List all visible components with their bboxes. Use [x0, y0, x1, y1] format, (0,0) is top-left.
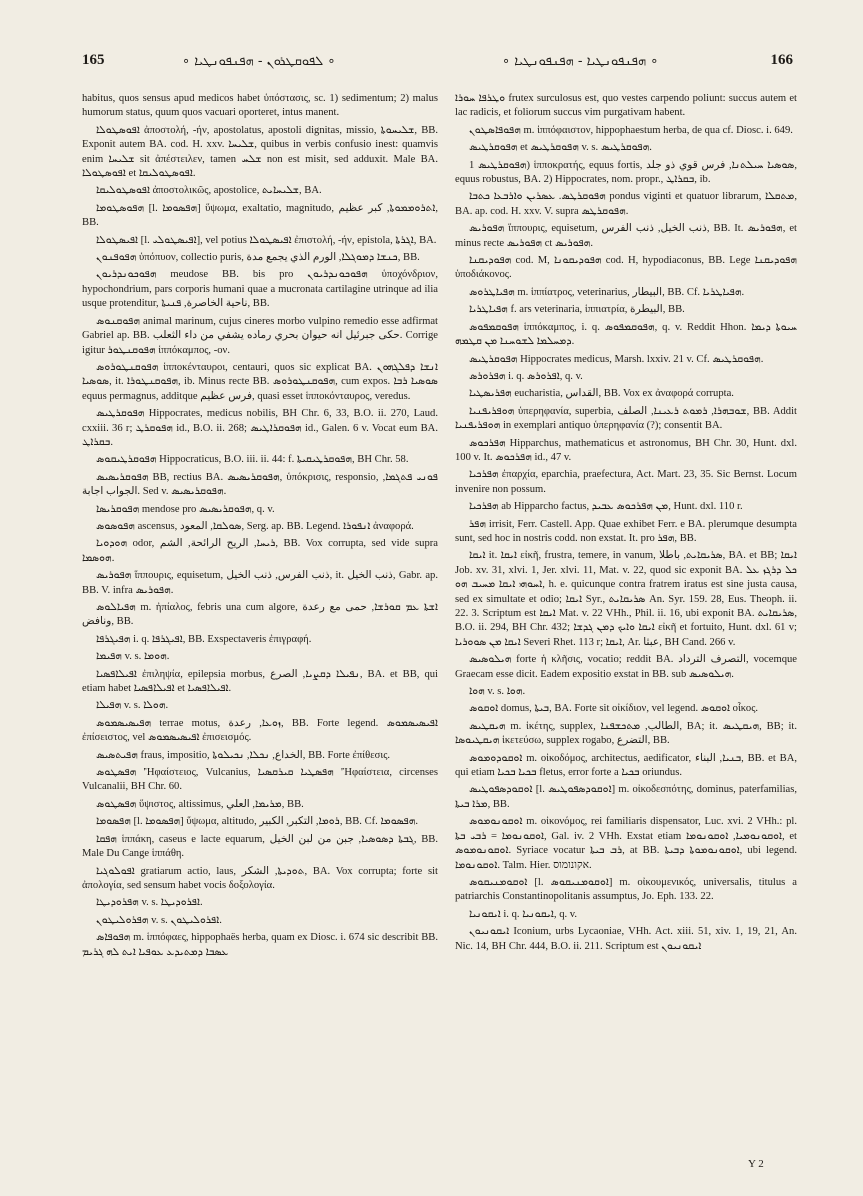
signature-mark: Y 2 [748, 1158, 764, 1170]
dictionary-entry: ܐܦܘܣܛܘܠܝܩܐ ἀποστολικῶς, apostolice, ܫܠܝܚܐܝܬ, BA. [96, 185, 322, 197]
dictionary-entry: ܗܦܝܐܠܘܣ m. ἠπίαλος, febris una cum algore, ܐܫܬܐ ܥܡ ܩܘܪܫܐ, حمى مع رعدة ونافض, BB. [82, 602, 438, 628]
dictionary-entry: ܗܦܝܐܛܪܘܣ m. ἱππίατρος, veterinarius, البيطار, BB. Cf. ܗܦܝܐܛܪܝܐ. [469, 286, 745, 298]
dictionary-entry: ܗܘܦܪܝܦܢܝܐ ὑπερηφανία, superbia, ܫܘܒܗܪܐ, ܪܡܘܬ ܪܥܝܢܐ, الصلف, BB. Addit ܗܘܦܪܝܦܢܝܐ in exemplari antiquo ὑπερηφανία (?); consentit BA. [455, 405, 797, 432]
left-page-number: 165 [82, 52, 105, 68]
dictionary-entry: ܗܦܪܟܝܐ ab Hipparcho factus, ܡܢ ܗܦܪܟܘܣ ܥܒܝܕ, Hunt. dxl. 110 r. [469, 501, 743, 513]
dictionary-entry: ܐܘܩܘܡܢܝܩܘܣ [l. ܐܘܩܘܡܢܝܩܘܣ] m. οἰκουμενικός, universalis, titulus a patriarchis Constantinopolitanis assumptus, Jo. Eph. 133. 22. [455, 876, 797, 903]
dictionary-entry: ܗܦܘܦܐܣ m. ἱππόφαες, hippophaës herba, quam ex Diosc. i. 674 sic describit BB. ܥܣܒܐ ܕܡܬܝܕܥ ܥܘܦܝܐ ܐܝܬ ܠܗ ܓܪܝܡ [82, 932, 438, 958]
dictionary-entry: ܐܝܩܐ it. ܐܝܩܐ εἰκῆ, frustra, temere, in vanum, ܣܪܝܩܐܝܬ, باطلا, BA. et BB; ܐܝܩܐ Job. xv. 31, xlvi. 1, Jer. xlvi. 11, Mat. v. 22, quod sic exponit BA. ܟܠ ܕܪܓܙ ܥܠ ܐܚܘܗܝ ܐܝܩܐ ܡܚܝܒ ܗܘ, h. e. quicunque contra fratrem iratus est sine justa causa, sed ex simultate et odio; ܐܝܩܐ Syr., ܣܪܝܩܐܝܬ An. Syr. 159. 28, Eus. Theoph. ii. 22. 3. Scriptum est ܐܝܩܐ Mat. v. 22 VHh., Phil. ii. 16, ubi exponit BA. ܣܪܝܩܐܝܬ, B.O. ii. 294, BH Chr. 432; ܐܝܩܐ ܘܐܝܟ ܕܡܢ ܓܕܫܐ εἰκῆ et fortuito, Hunt. dxl. 61 v; ܐܝܩܐ ܡܢ ܣܘܘܪܝܐ Severi Rhet. 113 r; ܐܝܩܐ, Ar. عبثا, BH Cand. 266 v. [455, 550, 797, 648]
dictionary-entry: ܗܦܘܦܢܘܢ ὑπόπυον, collectio puris, ܟܢܫܐ ܕܡܘܓܠܐ, الورم الذي يجمع مدة, BB. [96, 252, 420, 264]
dictionary-entry: ܗܦܘܩܪܛܝܣ Hippocrates medicus, Marsh. lxxiv. 21 v. Cf. ܗܦܘܩܪܛܝܣ. [469, 353, 764, 365]
dictionary-entry: ܗܘܐ v. s. ܗܘܐ. [469, 686, 526, 698]
dictionary-entry: ܗܦܘܩܪܛܝܣ et ܗܦܘܩܪܛܝܣ v. s. ܗܦܘܩܪܛܝܣ. [469, 142, 652, 154]
dictionary-entry: ܗܦܝܐܛܪܝܐ f. ars veterinaria, ἱππιατρία, البيطرة, BB. [469, 304, 685, 316]
dictionary-entry: ܗܘܕܘܝܐ odor, ܪܝܚܐ, الريح الرائحة, الشم, BB. Vox corrupta, sed vide supra ܗܘܣܡܐ. [82, 538, 438, 564]
dictionary-entry: ܗܦܘܪܝܣ ἵππουρις, equisetum, ذنب الخيل, ذنب الفرس, BB. It. ܗܦܘܪܝܣ, et minus recte ܗܦܘܪܝܣ ct ܗܦܘܪܝܣ. [455, 223, 797, 249]
dictionary-entry: ܗܦܣܛܘܣ ὕψιστος, altissimus, ܡܪܝܡܐ, العلي, BB. [96, 798, 304, 810]
dictionary-entry: ܘܛܪܦܐ ܚܘܪܐ frutex surculosus est, quo vestes carpendo poliunt: succus autem et lac radicis, et foliorum succus vim purgativam habent. [455, 93, 797, 119]
dictionary-entry: ܗܦܝܣܝܣܡܘܣ terrae motus, ܙܘܥܐ, رعدة, BB. Forte legend. ܐܦܝܣܝܣܡܘܣ ἐπίσειστος, vel ܐܦܝܣܝܣܡܘܣ ἐπισεισμός. [82, 717, 438, 744]
dictionary-entry: ܗܦܘܩܢܘܣ animal marinum, cujus cineres morbo vulpino remedio esse adfirmat Gabriel ap. BB. حكى جبرئيل انه حيوان بحري رماده يشفي من داء الثعلب. Corrige igitur ܗܦܘܩܢܛܘܪ ἱππόκαμπος, -ον. [82, 315, 438, 356]
dictionary-entry: ܗܦܝܓܪܦܐ i. q. ܐܦܝܓܪܦܐ, BB. Exspectaveris ἐπιγραφή. [96, 633, 312, 645]
dictionary-entry: ܐܘܩܘܕܘܡܘܣ m. οἰκοδόμος, architectus, aedificator, ܒܢܝܐ, البناء, BB. et BA, qui etiam ܒܟܝܐ ܒܟܝܐ fletus, error forte a ܒܟܝܐ oriundus. [455, 752, 797, 779]
dictionary-entry: ܗܦܘܦܐܣܛܘܢ m. ἱππόφαιστον, hippophaestum herba, de qua cf. Diosc. i. 649. [469, 124, 793, 136]
dictionary-entry: ܗܦܘܟܘܢܕܪܝܘܢ meudose BB. bis pro ܗܦܘܟܘܢܕܪܝܘܢ ὑποχόνδριον, hypochondrium, pars corporis humani quae a mucronata cartilagine utrinque ad ilia usque protenditur, ناحية الخاصرة, ܦܢܝܬܐ, BB. [82, 269, 438, 310]
dictionary-entry: ܗܦܪܝܣܛܝܐ eucharistia, القداس, BB. Vox ex ἀναφορά corrupta. [469, 388, 734, 400]
dictionary-entry: ܗܦܘܩܪܛܣ. ܥܣܪܝܢ ܘܐܪܒܥܐ ܟܬܒܐ pondus viginti et quatuor librarum, ܡܬܩܠܐ, BA. ap. cod. H. xxv. V. supra ܗܦܘܩܪܛܣ. [455, 191, 797, 217]
dictionary-entry: ܗܦܝܡܐ v. s. ܗܘܡܐ. [96, 651, 170, 663]
dictionary-entry: ܗܦܪ irrisit, Ferr. Castell. App. Quae exhibet Ferr. e BA. plerumque desumpta sunt, sed hoc in nostris codd. non exstat. It. pro ܗܦܪ, BB. [455, 518, 797, 544]
dictionary-entry: ܗܦܘܕܝܩܢܐ cod. M, ܗܦܘܕܝܩܘܢܐ cod. H, hypodiaconus, BB. Lege ܗܦܘܕܝܩܢܐ ὑποδιάκονος. [455, 255, 797, 281]
dictionary-entry: ܗܦܪܟܘܣ Hipparchus, mathematicus et astronomus, BH Chr. 30, Hunt. dxl. 100 v. It. ܗܦܪܟܘܣ id., 47 v. [455, 437, 797, 463]
left-column [82, 92, 438, 1092]
right-running-head: ∘ ܗܦܢܦܘܢܛܝܐ - ܗܦܢܦܘܢܛܝܐ ∘ [502, 54, 659, 69]
page-header [82, 52, 793, 76]
right-page-number: 166 [770, 52, 793, 68]
dictionary-entry: ܐܦܘܣܛܘܠܐ ἀποστολή, -ήν, apostolatus, apostoli dignitas, missio, ܫܠܝܚܘܬܐ, BB. Exponit autem BA. cod. H. xxv. ܫܠܝܚܐ, quibus in verbis confusio inest: quamvis enim ܫܠܝܚܐ sit ἀπέστειλεν, tamen ܫܠܚ non est misit, sed adduxit. Male BA. ܐܦܘܣܛܘܠܐ et ܐܦܘܣܛܘܠܝܩܐ. [82, 124, 438, 180]
dictionary-entry: ܐܘܩܘܢܘܡܘܣ m. οἰκονόμος, rei familiaris dispensator, Luc. xvi. 2 VHh.: pl. ܐܘܩܘܢܘܡܐ = ܪܒܝ ܒܬܐ, Gal. iv. 2 VHh. Exstat etiam ܐܘܩܘܢܘܡܝܐ, ܐܘܩܘܢܘܡܐ, et ܐܘܩܘܢܘܡܘܣ. Syriace vocatur ܪܒ ܒܝܬܐ, at BB. ܐܘܩܘܢܘܡܘܬܐ ܕܒܝܬܐ, ubi legend. ܐܘܩܘܢܘܡܐ. Talm. Hier. אקונומוס. [455, 816, 797, 871]
right-column [455, 92, 797, 1152]
dictionary-entry: ܗܦܘܩܪܝܣܐ mendose pro ܗܦܘܩܪܝܣܝܣ, q. v. [96, 503, 275, 515]
dictionary-entry: ܗܝܩܛܝܣ m. ἱκέτης, supplex, الطالب, ܡܬܟܫܦܢܐ, BA; it. ܗܝܩܛܝܣ, BB; it. ܗܝܩܛܝܘܣܐ ἱκετεύσω, supplex rogabo, التضرع, BB. [455, 720, 797, 747]
dictionary-entry: ܗܦܘܪܝܣ ἵππουρις, equisetum, ذنب الفرس, ذنب الخيل, it. ذنب الخيل, Gabr. ap. BB. V. infra ܗܦܘܪܝܣ. [82, 570, 438, 596]
dictionary-entry: ܐܦܘܠܘܓܝܐ gratiarum actio, laus, ܬܘܕܝܬܐ, الشكر, BA. Vox corrupta; forte sit ἀπολογία, sed sensum habet vocis δοξολογία. [82, 865, 438, 891]
dictionary-entry: ܗܦܣܘܡܐ [l. ܗܦܣܘܡܐ] ὕψωμα, altitudo, ܪܘܡܐ, التكبر, الكبير, BB. Cf. ܗܦܣܘܡܐ. [96, 816, 418, 828]
dictionary-entry: ܗܝܠܘܣܝܣ forte ἡ κλῆσις, vocatio; reddit BA. التصرف الترداد, vocemque Graecam esse dicit. Eadem expositio exstat in BB. sub ܗܝܠܘܣܝܣ. [455, 654, 797, 680]
dictionary-entry: ܐܘܩܘܕܣܦܘܛܝܣ [l. ܐܘܩܘܕܣܦܘܛܝܣ] m. οἰκοδεσπότης, dominus, paterfamilias, ܡܪܐ ܒܝܬܐ, BB. [455, 784, 797, 810]
dictionary-entry: ܗܦܘܣܘܣ ascensus, ܣܘܠܩܐ, المعود, Serg. ap. BB. Legend. ܐܢܦܘܪܐ ἀναφορά. [96, 520, 414, 532]
dictionary-entry: ܗܦܪܘܠܝܛܘܢ v. s. ܐܦܪܘܠܝܛܘܢ. [96, 914, 222, 926]
dictionary-entry: ܐܝܩܘܢܝܘܢ Iconium, urbs Lycaoniae, VHh. Act. xiii. 51, xiv. 1, 19, 21, An. Nic. 14, BH Chr. 444, B.O. ii. 211. Scriptum est ܐܝܩܘܢܝܘܢ [455, 926, 797, 952]
dictionary-entry: ܐܦܝܣܛܘܠܐ [l. ܐܦܝܣܛܘܠܝ], vel potius ܐܦܝܣܛܘܠܐ ἐπιστολή, -ήν, epistola, ܐܓܪܬܐ, BA. [96, 234, 437, 246]
dictionary-entry: ܗܦܘܩܪܛܝܩܘܣ Hippocraticus, B.O. iii. ii. 44: f. ܗܦܘܩܪܛܝܩܝܬܐ, BH Chr. 58. [96, 454, 409, 466]
dictionary-entry: ܗܦܘܩܪܛܝܣ Hippocrates, medicus nobilis, BH Chr. 6, 33, B.O. ii. 270, Laud. cxxiii. 36 r; ܗܦܘܩܪܛ id., B.O. ii. 268; ܗܦܘܩܪܐܛܝܣ id., Galen. 6 v. Vocat eum BA. ܒܩܪܐܛ. [82, 408, 438, 448]
dictionary-entry: ܗܦܘܩܪܛܝܣ 1) ἱπποκρατής, equus fortis, ܣܘܣܝܐ ܚܝܠܬܢܐ, فرس قوي ذو جلد, equus robustus, BA. 2) Hippocrates, nom. propr., ܒܩܪܐܛ, ib. [455, 159, 797, 186]
dictionary-entry: ܗܦܝܬܣܝܣ fraus, impositio, الخداع, ܢܟܠܐ, ܢܟܝܠܘܬܐ, BB. Forte ἐπίθεσις. [96, 749, 391, 761]
dictionary-entry: ܗܦܘܩܡܦܘܣ ἱππόκαμπος, i. q. ܗܦܘܩܡܦܘܣ, q. v. Reddit Hhon. ܚܝܘܬܐ ܕܝܡܐ ܕܡܚܠܡܐ ܠܫܘܚܢܐ ܡܢ ܩܛܡܗ. [455, 321, 797, 348]
dictionary-entry: ܐܦܝܠܐܦܣܝܐ ἐπιληψία, epilepsia morbus, ܢܦܝܠܐ ܕܩܨܝܐ, الصرع, BA. et BB, qui etiam habet ܐܦܝܠܐܦܣܝܐ et ܐܦܝܠܐܦܣܝܐ. [82, 668, 438, 695]
dictionary-entry: ܗܦܪܟܝܐ ἐπαρχία, eparchia, praefectura, Act. Mart. 23, 35. Sic Bernst. Locum invenire non possum. [455, 469, 797, 495]
dictionary-entry: ܗܦܝܠܐ v. s. ܗܘܠܐ. [96, 700, 169, 712]
dictionary-entry: ܐܝܩܘܢܝܐ i. q. ܐܝܩܘܢܝܐ, q. v. [469, 908, 578, 920]
dictionary-entry: ܗܦܩܐ ἱππάκη, caseus e lacte equarum, ܓܒܬܐ ܕܣܘܣܝܐ, جبن من لبن الخيل, BB. Male Du Cange ἱππάθη. [82, 833, 438, 860]
dictionary-entry: ܗܦܣܛܘܣ 'Ἡφαίστειος, Vulcanius, ܗܦܣܛܝܐ ܩܝܪܩܣܝܐ 'Ἡφαίστεια, circenses Vulcanalii, BH Chr. 60. [82, 767, 438, 793]
dictionary-entry: ܗܦܘܩܪܝܣܝܣ BB, rectius BA. ܗܦܘܩܪܝܣܝܣ, ὑπόκρισις, responsio, ܦܘܢܝ ܦܬܓܡܐ, الجواب اجابة. Sed v. ܗܦܘܩܪܝܣܝܣ. [82, 471, 438, 498]
dictionary-entry: ܗܦܪܘܪܣ i. q. ܐܦܪܘܪܣ, q. v. [469, 370, 583, 382]
dictionary-entry: habitus, quos sensus apud medicos habet ὑπόστασις, sc. 1) sedimentum; 2) malus humorum status, quum quos vacuari oporteret, intus manent. [82, 93, 438, 119]
dictionary-entry: ܐܘܩܘܣ domus, ܒܝܬܐ, BA. Forte sit οἰκίδιον, vel legend. ܐܘܩܘܣ οἶκος. [469, 703, 759, 715]
left-running-head: ∘ ܠܦܘܩܛܪܘܢ - ܗܦܢܦܘܢܛܝܐ ∘ [182, 54, 336, 69]
dictionary-entry: ܗܦܪܘܕܝܛܐ v. s. ܐܦܪܘܕܝܛܐ. [96, 897, 203, 909]
dictionary-entry: ܗܦܘܩܢܛܘܪܘܣ ἱπποκένταυροι, centauri, quos sic explicat BA. ܐܢܫܐ ܕܦܠܓܗܘܢ ܣܘܣܝܐ, it. ܗܦܘܩܢܛܘܪܐ, ib. Minus recte BB. ܗܦܘܩܢܛܘܪܘܣ, cum expos. ܣܘܣܝܐ ܪܒܐ equus permagnus, additque فرس عظيم, quasi esset ἱπποκόνταυρος, veredus. [82, 361, 438, 402]
dictionary-entry: ܗܦܘܣܛܘܡܐ [l. ܗܦܣܘܡܐ] ὕψωμα, exaltatio, magnitudo, ܐܬܪܘܡܡܘܬܐ, كبر عظيم, BB. [82, 202, 438, 229]
